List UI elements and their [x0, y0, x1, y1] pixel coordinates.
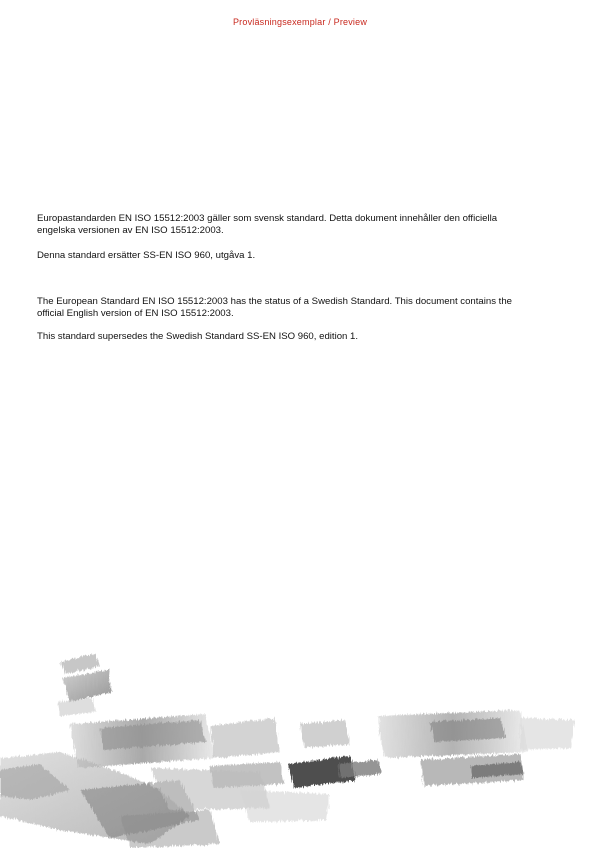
english-supersedes-paragraph: This standard supersedes the Swedish Standard SS-EN ISO 960, edition 1.: [37, 331, 359, 342]
brushstroke-artwork-icon: [0, 640, 600, 848]
swedish-status-paragraph: Europastandarden EN ISO 15512:2003 gäller som svensk standard. Detta dokument innehåller den officiella engelska versionen av EN ISO 15512:2003.: [37, 213, 498, 236]
preview-watermark-label: Provläsningsexemplar / Preview: [232, 17, 368, 27]
english-status-paragraph: The European Standard EN ISO 15512:2003 has the status of a Swedish Standard. This document contains the official English version of EN ISO 15512:2003.: [37, 296, 513, 319]
swedish-supersedes-paragraph: Denna standard ersätter SS-EN ISO 960, utgåva 1.: [37, 250, 256, 261]
